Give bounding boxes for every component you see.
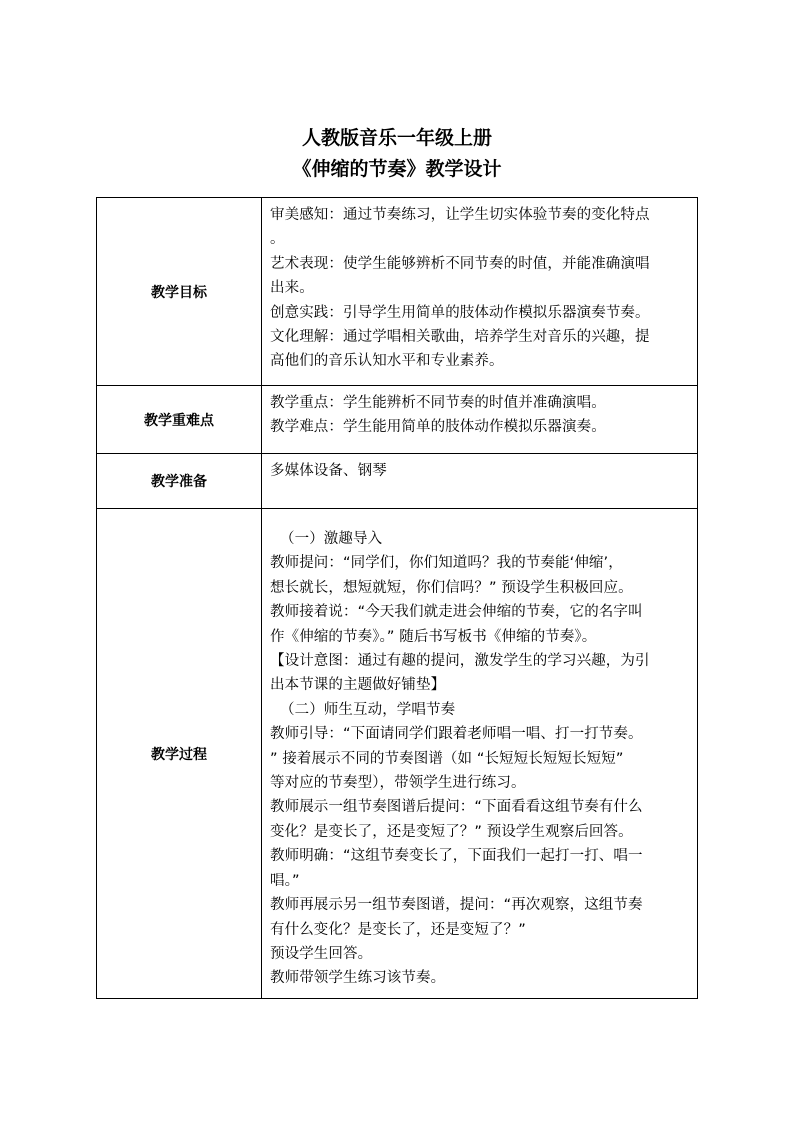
label-teaching-goals: 教学目标	[97, 198, 262, 386]
content-teaching-process	[262, 509, 698, 999]
row-teaching-preparation	[97, 454, 698, 509]
document-title: 人教版音乐一年级上册	[301, 127, 492, 149]
text-line: 想长就长，想短就短，你们信吗？” 预设学生积极回应。	[270, 579, 633, 596]
text-line: 教师明确：“这组节奏变长了，下面我们一起打一打、唱一	[270, 848, 643, 865]
text-line: 教师展示一组节奏图谱后提问：“下面看看这组节奏有什么	[270, 799, 643, 816]
label-teaching-preparation: 教学准备	[97, 454, 262, 509]
row-teaching-process	[97, 509, 698, 999]
section-heading: （二）师生互动，学唱节奏	[280, 701, 456, 718]
text-line: 唱。”	[270, 872, 300, 889]
text-line: 教学重点：学生能辨析不同节奏的时值并准确演唱。	[270, 395, 606, 411]
text-line: 作《伸缩的节奏》。” 随后书写板书《伸缩的节奏》。	[270, 628, 597, 645]
text-line: 多媒体设备、钢琴	[270, 463, 387, 479]
document-subtitle: 《伸缩的节奏》教学设计	[292, 158, 502, 180]
text-line: 变化？是变长了，还是变短了？” 预设学生观察后回答。	[270, 823, 633, 840]
text-line: 教师带领学生练习该节奏。	[270, 970, 446, 987]
text-line: 高他们的音乐认知水平和专业素养。	[270, 353, 504, 370]
text-line: 艺术表现：使学生能够辨析不同节奏的时值，并能准确演唱	[270, 255, 650, 272]
text-line: 教师提问：“同学们，你们知道吗？我的节奏能‘伸缩’，	[270, 555, 623, 572]
row-key-difficult-points	[97, 386, 698, 454]
section-heading: （一）激趣导入	[280, 531, 383, 547]
text-line: 出本节课的主题做好铺垫】	[270, 677, 446, 694]
text-line: 文化理解：通过学唱相关歌曲，培养学生对音乐的兴趣，提	[270, 329, 650, 346]
text-line: 有什么变化？是变长了，还是变短了？”	[270, 921, 526, 938]
text-line: 等对应的节奏型），带领学生进行练习。	[270, 775, 526, 792]
lesson-plan-table	[96, 197, 698, 999]
text-line: 教师接着说：“今天我们就走进会伸缩的节奏，它的名字叫	[270, 604, 643, 621]
content-teaching-preparation	[262, 454, 698, 509]
label-key-difficult-points: 教学重难点	[97, 386, 262, 454]
text-line: 出来。	[270, 280, 314, 297]
row-teaching-goals	[97, 198, 698, 386]
text-line: 教师再展示另一组节奏图谱，提问：“再次观察，这组节奏	[270, 897, 643, 914]
text-line: ” 接着展示不同的节奏图谱（如 “长短短长短短长短短”	[270, 750, 624, 767]
content-teaching-goals	[262, 198, 698, 386]
text-line: 。	[270, 231, 285, 248]
text-line: 预设学生回答。	[270, 945, 373, 962]
text-line: 创意实践：引导学生用简单的肢体动作模拟乐器演奏节奏。	[270, 304, 650, 321]
text-line: 【设计意图：通过有趣的提问，激发学生的学习兴趣，为引	[270, 653, 650, 670]
label-teaching-process: 教学过程	[97, 509, 262, 999]
text-line: 教学难点：学生能用简单的肢体动作模拟乐器演奏。	[270, 419, 606, 436]
content-key-difficult-points	[262, 386, 698, 454]
text-line: 教师引导：“下面请同学们跟着老师唱一唱、打一打节奏。	[270, 726, 643, 743]
text-line: 审美感知：通过节奏练习，让学生切实体验节奏的变化特点	[270, 207, 650, 223]
